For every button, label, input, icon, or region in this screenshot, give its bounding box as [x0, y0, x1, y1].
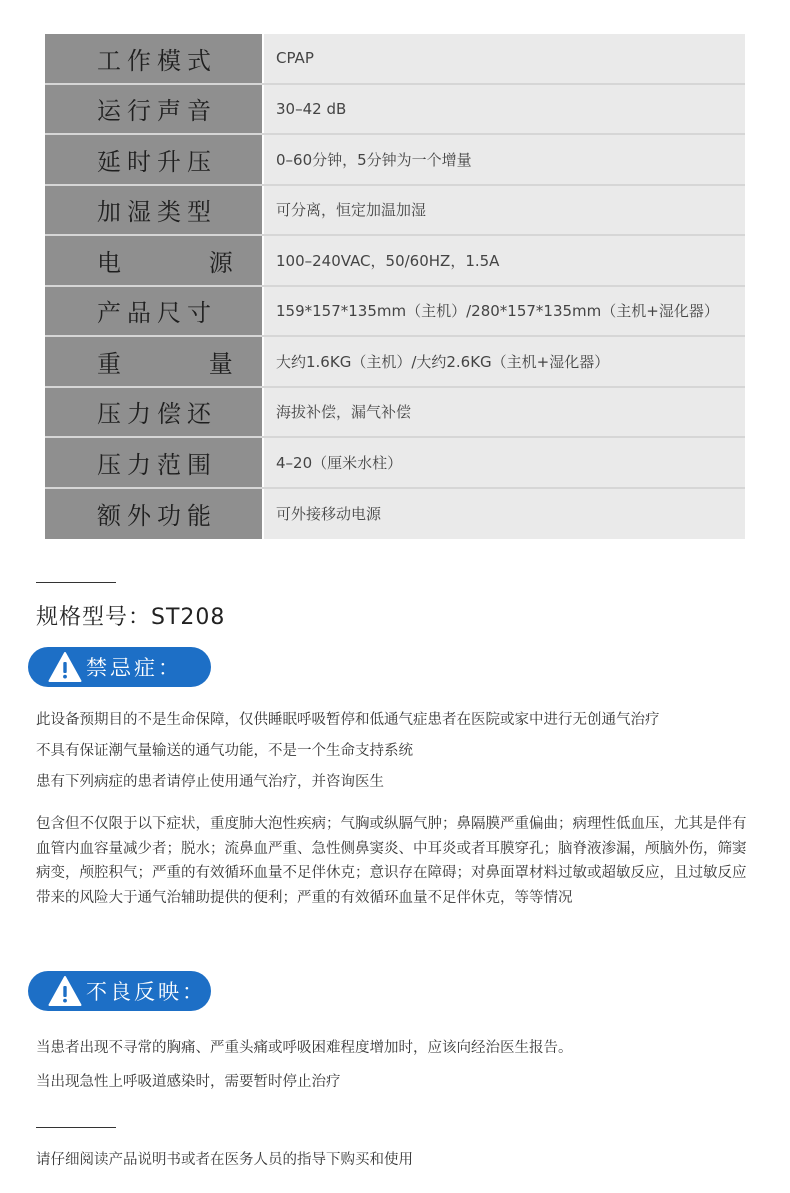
- adverse-reaction-line: 当出现急性上呼吸道感染时，需要暂时停止治疗: [36, 1074, 341, 1090]
- spec-value: 100–240VAC，50/60HZ，1.5A: [264, 236, 745, 285]
- spec-value: 可分离，恒定加温加湿: [264, 186, 745, 235]
- spec-label: 产品尺寸: [45, 287, 264, 336]
- spec-row-ramp: [45, 135, 745, 186]
- warning-triangle-icon: [48, 975, 82, 1007]
- model-title: 规格型号：ST208: [36, 605, 226, 630]
- spec-label: 压力范围: [45, 438, 264, 487]
- adverse-reactions-badge-label: 不良反映：: [86, 980, 206, 1004]
- spec-label: 工作模式: [45, 34, 264, 83]
- spec-label: 加湿类型: [45, 186, 264, 235]
- spec-row-weight: [45, 337, 745, 388]
- spec-label: 延时升压: [45, 135, 264, 184]
- warning-triangle-icon: [48, 651, 82, 683]
- spec-value: 4–20（厘米水柱）: [264, 438, 745, 487]
- spec-value: 大约1.6KG（主机）/大约2.6KG（主机+湿化器）: [264, 337, 745, 386]
- contraindication-detail: 包含但不仅限于以下症状，重度肺大泡性疾病；气胸或纵膈气肿；鼻隔膜严重偏曲；病理性低血压，尤其是伴有血管内血容量减少者；脱水；流鼻血严重、急性侧鼻窦炎、中耳炎或者耳膜穿孔；脑脊液渗漏，颅脑外伤，筛窦病变，颅腔积气；严重的有效循环血量不足伴休克；意识存在障碍；对鼻面罩材料过敏或超敏反应，且过敏反应带来的风险大于通气治辅助提供的便利；严重的有效循环血量不足伴休克，等等情况: [36, 816, 747, 906]
- contraindication-line: 此设备预期目的不是生命保障，仅供睡眠呼吸暂停和低通气症患者在医院或家中进行无创通气治疗: [36, 712, 660, 728]
- adverse-reaction-line: 当患者出现不寻常的胸痛、严重头痛或呼吸困难程度增加时，应该向经治医生报告。: [36, 1040, 573, 1056]
- spec-label: 运行声音: [45, 85, 264, 134]
- divider: [36, 1127, 116, 1128]
- spec-label: 额外功能: [45, 489, 264, 540]
- contraindications-badge-label: 禁忌症：: [86, 656, 182, 680]
- spec-row-compensation: [45, 388, 745, 439]
- spec-label: 电 源: [45, 236, 264, 285]
- spec-value: 159*157*135mm（主机）/280*157*135mm（主机+湿化器）: [264, 287, 745, 336]
- contraindications-badge: [28, 647, 211, 687]
- spec-row-mode: [45, 34, 745, 85]
- spec-row-extra: [45, 489, 745, 540]
- spec-row-pressure-range: [45, 438, 745, 489]
- spec-row-size: [45, 287, 745, 338]
- spec-label: 压力偿还: [45, 388, 264, 437]
- spec-row-noise: [45, 85, 745, 136]
- spec-value: 0–60分钟，5分钟为一个增量: [264, 135, 745, 184]
- spec-value: CPAP: [264, 34, 745, 83]
- adverse-reactions-badge: [28, 971, 211, 1011]
- divider: [36, 582, 116, 583]
- contraindication-line: 患有下列病症的患者请停止使用通气治疗，并咨询医生: [36, 774, 384, 790]
- spec-table: [45, 34, 745, 539]
- spec-row-humidifier: [45, 186, 745, 237]
- footer-note: 请仔细阅读产品说明书或者在医务人员的指导下购买和使用: [36, 1152, 413, 1168]
- spec-value: 30–42 dB: [264, 85, 745, 134]
- contraindication-line: 不具有保证潮气量输送的通气功能，不是一个生命支持系统: [36, 743, 413, 759]
- spec-label: 重 量: [45, 337, 264, 386]
- spec-value: 可外接移动电源: [264, 489, 745, 540]
- spec-value: 海拔补偿，漏气补偿: [264, 388, 745, 437]
- spec-row-power: [45, 236, 745, 287]
